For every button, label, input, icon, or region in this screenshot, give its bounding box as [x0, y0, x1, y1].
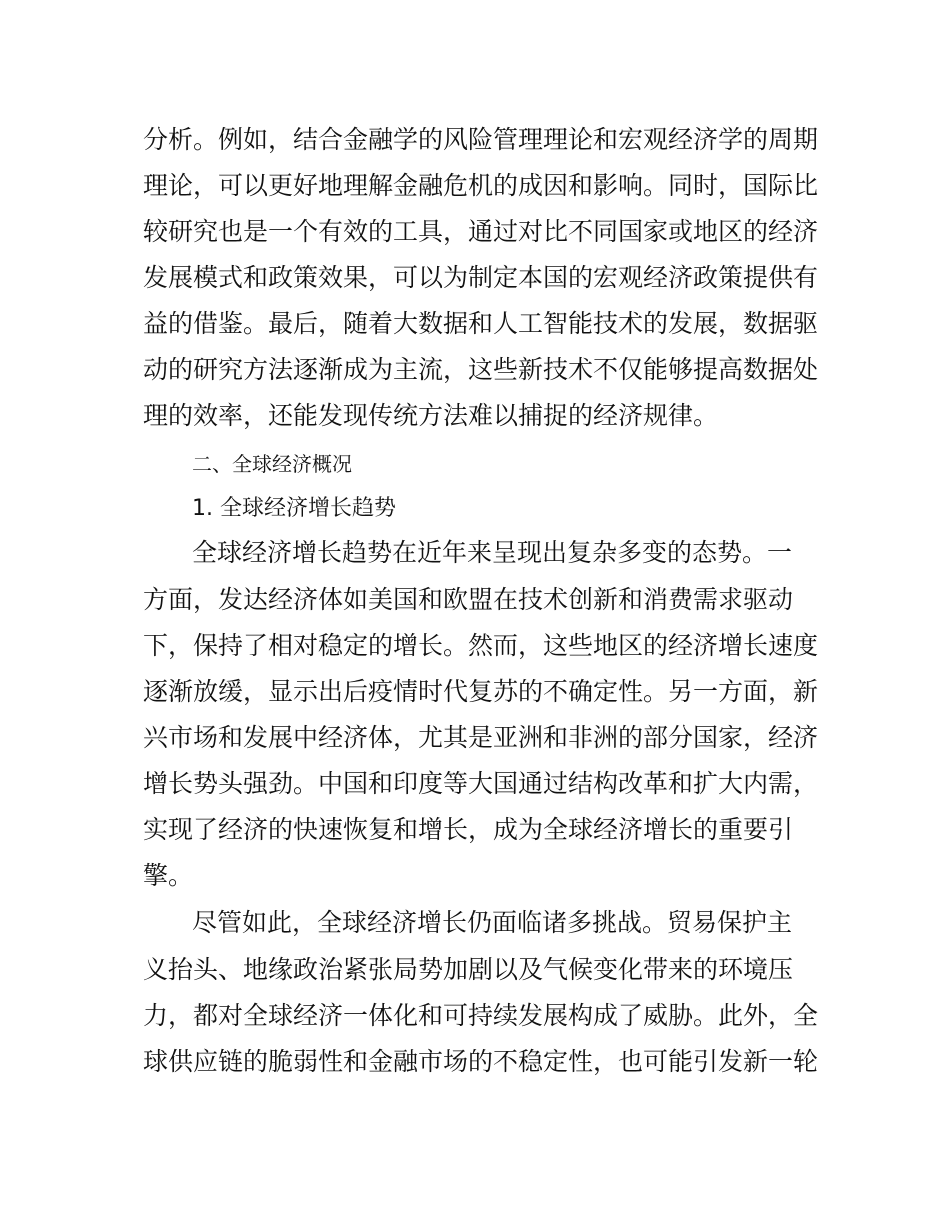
paragraph-line: 发展模式和政策效果，可以为制定本国的宏观经济政策提供有: [143, 263, 819, 292]
paragraph-line: 擎。: [143, 861, 194, 890]
paragraph-line: 下，保持了相对稳定的增长。然而，这些地区的经济增长速度: [143, 631, 819, 660]
section-heading: 二、全球经济概况: [192, 452, 352, 476]
paragraph-line: 理论，可以更好地理解金融危机的成因和影响。同时，国际比: [143, 171, 819, 200]
paragraph-line: 尽管如此，全球经济增长仍面临诸多挑战。贸易保护主: [192, 908, 793, 937]
paragraph-line: 益的借鉴。最后，随着大数据和人工智能技术的发展，数据驱: [143, 309, 819, 338]
paragraph-line: 义抬头、地缘政治紧张局势加剧以及气候变化带来的环境压: [143, 955, 794, 984]
paragraph-line: 较研究也是一个有效的工具，通过对比不同国家或地区的经济: [143, 217, 819, 246]
subsection-heading: 1. 全球经济增长趋势: [192, 496, 396, 521]
paragraph-line: 理的效率，还能发现传统方法难以捕捉的经济规律。: [143, 401, 719, 430]
paragraph-line: 全球经济增长趋势在近年来呈现出复杂多变的态势。一: [192, 538, 793, 567]
paragraph-line: 逐渐放缓，显示出后疫情时代复苏的不确定性。另一方面，新: [143, 677, 819, 706]
paragraph-line: 分析。例如，结合金融学的风险管理理论和宏观经济学的周期: [143, 125, 819, 154]
paragraph-line: 实现了经济的快速恢复和增长，成为全球经济增长的重要引: [143, 815, 794, 844]
paragraph-line: 增长势头强劲。中国和印度等大国通过结构改革和扩大内需，: [143, 769, 819, 798]
paragraph-line: 球供应链的脆弱性和金融市场的不稳定性，也可能引发新一轮: [143, 1047, 819, 1076]
paragraph-line: 动的研究方法逐渐成为主流，这些新技术不仅能够提高数据处: [143, 355, 819, 384]
paragraph-line: 方面，发达经济体如美国和欧盟在技术创新和消费需求驱动: [143, 585, 794, 614]
paragraph-line: 兴市场和发展中经济体，尤其是亚洲和非洲的部分国家，经济: [143, 723, 819, 752]
paragraph-line: 力，都对全球经济一体化和可持续发展构成了威胁。此外，全: [143, 1001, 819, 1030]
